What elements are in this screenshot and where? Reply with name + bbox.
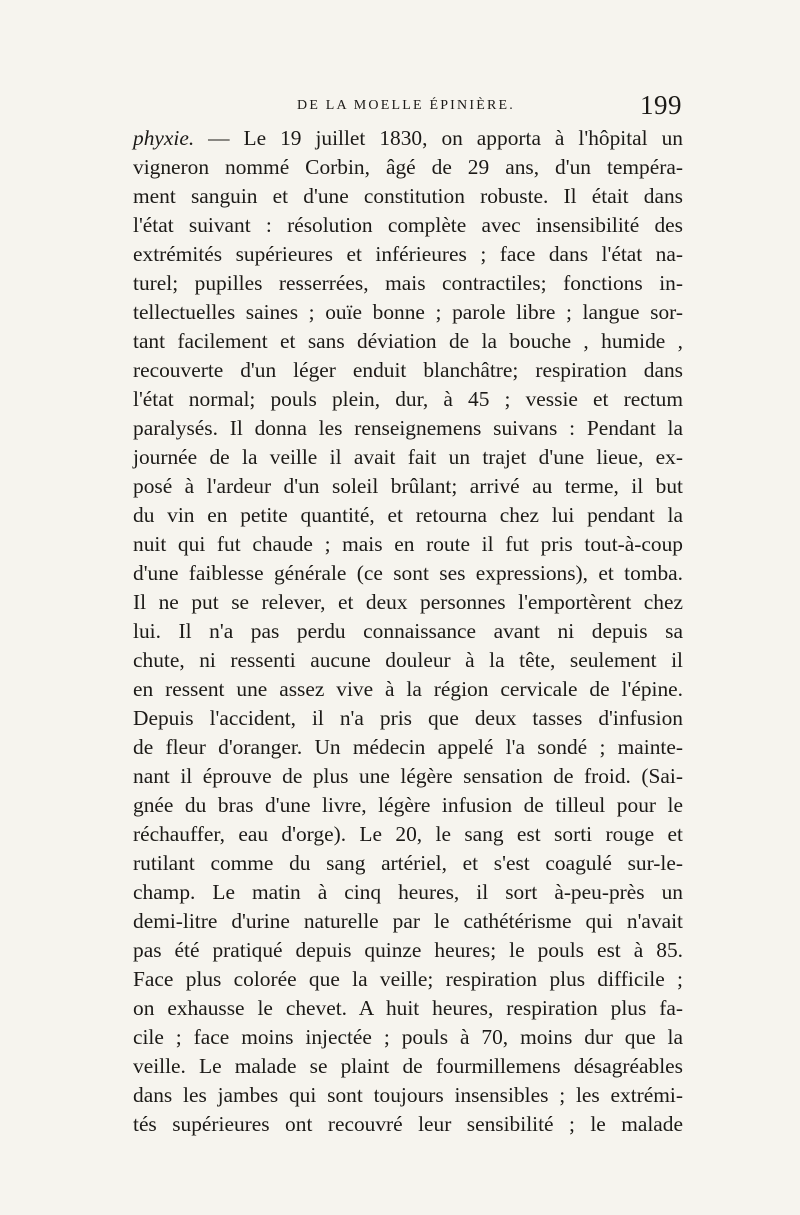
- text-line-2: vigneron nommé Corbin, âgé de 29 ans, d'un tempéra-: [133, 155, 683, 179]
- text-line-18: lui. Il n'a pas perdu connaissance avant ni depuis sa: [133, 619, 683, 643]
- text-line-23: nant il éprouve de plus une légère sensation de froid. (Sai-: [133, 764, 683, 788]
- text-line-12: journée de la veille il avait fait un trajet d'une lieue, ex-: [133, 445, 683, 469]
- text-line-6: turel; pupilles resserrées, mais contractiles; fonctions in-: [133, 271, 683, 295]
- text-line-24: gnée du bras d'une livre, légère infusion de tilleul pour le: [133, 793, 683, 817]
- text-line-21: Depuis l'accident, il n'a pris que deux tasses d'infusion: [133, 706, 683, 730]
- text-line-17: Il ne put se relever, et deux personnes l'emportèrent chez: [133, 590, 683, 614]
- text-line-29: pas été pratiqué depuis quinze heures; le pouls est à 85.: [133, 938, 683, 962]
- text-line-9: recouverte d'un léger enduit blanchâtre; respiration dans: [133, 358, 683, 382]
- text-line-13: posé à l'ardeur d'un soleil brûlant; arrivé au terme, il but: [133, 474, 683, 498]
- italic-word: phyxie.: [133, 126, 195, 150]
- text-line-3: ment sanguin et d'une constitution robuste. Il était dans: [133, 184, 683, 208]
- page-number: 199: [640, 90, 682, 120]
- text-line-32: cile ; face moins injectée ; pouls à 70, moins dur que la: [133, 1025, 683, 1049]
- text-line-27: champ. Le matin à cinq heures, il sort à-peu-près un: [133, 880, 683, 904]
- running-title: DE LA MOELLE ÉPINIÈRE.: [297, 98, 515, 113]
- text-line-30: Face plus colorée que la veille; respiration plus difficile ;: [133, 967, 683, 991]
- text-line-8: tant facilement et sans déviation de la bouche , humide ,: [133, 329, 683, 353]
- text-line-5: extrémités supérieures et inférieures ; face dans l'état na-: [133, 242, 683, 266]
- text-line-25: réchauffer, eau d'orge). Le 20, le sang est sorti rouge et: [133, 822, 683, 846]
- text-line-11: paralysés. Il donna les renseignemens suivans : Pendant la: [133, 416, 683, 440]
- text-line-16: d'une faiblesse générale (ce sont ses expressions), et tomba.: [133, 561, 683, 585]
- text-line-15: nuit qui fut chaude ; mais en route il fut pris tout-à-coup: [133, 532, 683, 556]
- text-line-1: phyxie. — Le 19 juillet 1830, on apporta à l'hôpital un: [133, 126, 683, 150]
- text-line-34: dans les jambes qui sont toujours insensibles ; les extrémi-: [133, 1083, 683, 1107]
- text-line-31: on exhausse le chevet. A huit heures, respiration plus fa-: [133, 996, 683, 1020]
- text-line-26: rutilant comme du sang artériel, et s'est coagulé sur-le-: [133, 851, 683, 875]
- running-head: [128, 90, 684, 124]
- text-line-19: chute, ni ressenti aucune douleur à la tête, seulement il: [133, 648, 683, 672]
- text-line-7: tellectuelles saines ; ouïe bonne ; parole libre ; langue sor-: [133, 300, 683, 324]
- body-text: [133, 124, 683, 1139]
- text-line-28: demi-litre d'urine naturelle par le cathétérisme qui n'avait: [133, 909, 683, 933]
- text-line-10: l'état normal; pouls plein, dur, à 45 ; vessie et rectum: [133, 387, 683, 411]
- text-line-33: veille. Le malade se plaint de fourmillemens désagréables: [133, 1054, 683, 1078]
- text-line-20: en ressent une assez vive à la région cervicale de l'épine.: [133, 677, 683, 701]
- text-line-14: du vin en petite quantité, et retourna chez lui pendant la: [133, 503, 683, 527]
- text-line-22: de fleur d'oranger. Un médecin appelé l'a sondé ; mainte-: [133, 735, 683, 759]
- text-line-35: tés supérieures ont recouvré leur sensibilité ; le malade: [133, 1112, 683, 1136]
- text-line-4: l'état suivant : résolution complète avec insensibilité des: [133, 213, 683, 237]
